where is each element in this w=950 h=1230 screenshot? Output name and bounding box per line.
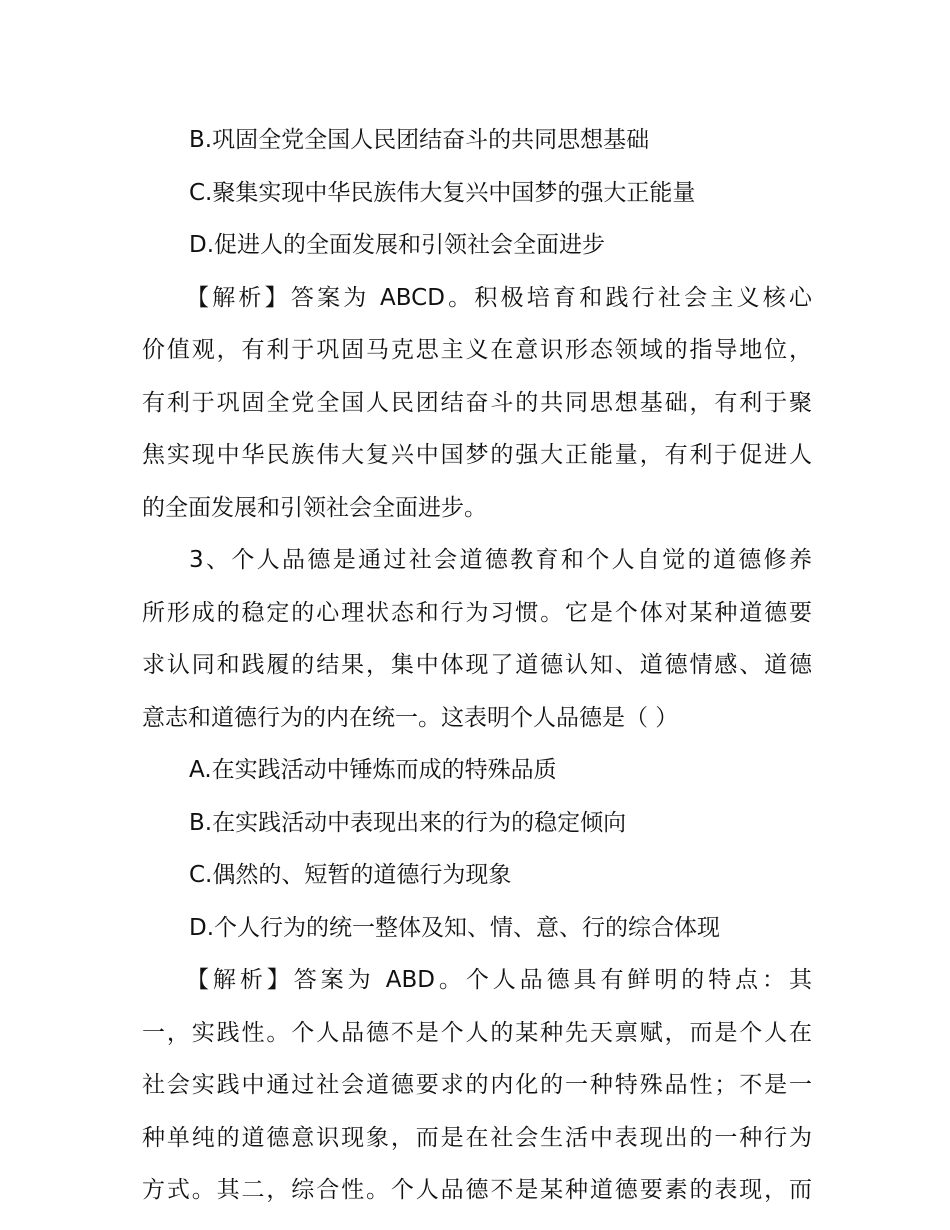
q3-analysis-line-1: 【解析】答案为 ABD。个人品德具有鲜明的特点：其: [186, 967, 812, 993]
q2-analysis-line-2: 价值观，有利于巩固马克思主义在意识形态领域的指导地位，: [142, 337, 812, 363]
q2-analysis-line-4: 焦实现中华民族伟大复兴中国梦的强大正能量，有利于促进人: [142, 442, 812, 468]
q2-analysis-line-1: 【解析】答案为 ABCD。积极培育和践行社会主义核心: [186, 284, 812, 311]
q3-stem-line-2: 所形成的稳定的心理状态和行为习惯。它是个体对某种道德要: [142, 599, 812, 626]
q3-stem-line-3: 求认同和践履的结果，集中体现了道德认知、道德情感、道德: [142, 652, 812, 678]
document-page: [142, 114, 812, 1217]
q2-option-c: C.聚集实现中华民族伟大复兴中国梦的强大正能量: [189, 179, 696, 206]
q3-analysis-line-2: 一，实践性。个人品德不是个人的某种先天禀赋，而是个人在: [142, 1019, 812, 1046]
q2-analysis-line-3: 有利于巩固全党全国人民团结奋斗的共同思想基础，有利于聚: [142, 389, 812, 416]
q3-analysis-line-4: 种单纯的道德意识现象，而是在社会生活中表现出的一种行为: [142, 1124, 812, 1151]
q3-stem-line-4: 意志和道德行为的内在统一。这表明个人品德是（ ）: [142, 704, 679, 731]
q3-option-a: A.在实践活动中锤炼而成的特殊品质: [189, 757, 557, 783]
q3-option-c: C.偶然的、短暂的道德行为现象: [189, 862, 512, 888]
q2-analysis-line-5: 的全面发展和引领社会全面进步。: [142, 494, 487, 521]
q3-analysis-line-5: 方式。其二，综合性。个人品德不是某种道德要素的表现，而: [142, 1177, 812, 1203]
q3-stem-line-1: 3、个人品德是通过社会道德教育和个人自觉的道德修养: [189, 547, 812, 573]
q3-option-d: D.个人行为的统一整体及知、情、意、行的综合体现: [189, 914, 721, 941]
q2-option-d: D.促进人的全面发展和引领社会全面进步: [189, 232, 606, 258]
q2-option-b: B.巩固全党全国人民团结奋斗的共同思想基础: [189, 127, 650, 153]
q3-option-b: B.在实践活动中表现出来的行为的稳定倾向: [189, 809, 627, 836]
q3-analysis-line-3: 社会实践中通过社会道德要求的内化的一种特殊品性；不是一: [142, 1072, 812, 1098]
